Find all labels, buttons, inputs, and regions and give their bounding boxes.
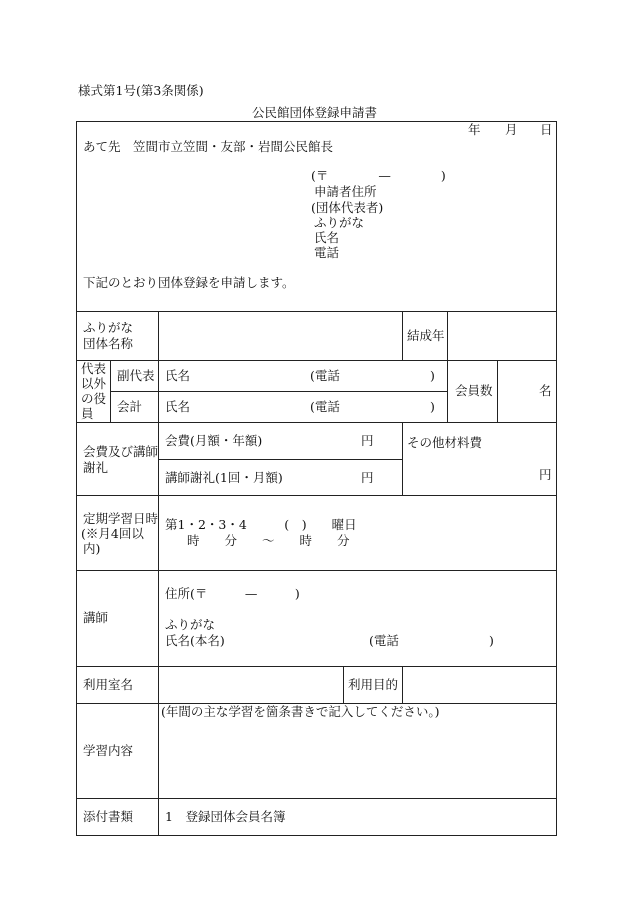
- materials-fee-yen: 円: [539, 467, 552, 482]
- divider-lecturer: [76, 666, 557, 667]
- applicant-address-label: 申請者住所: [314, 184, 377, 199]
- schedule-time: 時 分 〜 時 分: [187, 533, 350, 548]
- lecturer-fee-label: 講師謝礼(1回・月額): [165, 470, 283, 485]
- materials-fee-label: その他材料費: [407, 435, 483, 450]
- applicant-furigana-label: ふりがな: [314, 215, 365, 230]
- vice-rep-label: 副代表: [117, 368, 155, 383]
- divider-officer-mid: [110, 391, 447, 392]
- divider-schedule: [76, 570, 557, 571]
- founded-divider-left: [402, 311, 403, 361]
- lecturer-phone-close: ): [489, 633, 494, 648]
- lecturer-label: 講師: [83, 610, 109, 625]
- materials-divider: [402, 422, 403, 496]
- divider-study: [76, 798, 557, 799]
- members-divider: [497, 360, 498, 423]
- study-content-label: 学習内容: [83, 743, 134, 758]
- treasurer-label: 会計: [117, 399, 143, 414]
- fees-label-1: 会費及び講師: [83, 444, 159, 459]
- vice-phone-close: ): [430, 368, 435, 383]
- schedule-weeks: 第1・2・3・4 ( ) 曜日: [165, 517, 357, 532]
- date-day: 日: [540, 122, 553, 137]
- label-column-divider: [158, 311, 159, 836]
- room-divider-right: [402, 666, 403, 704]
- treasurer-phone-close: ): [430, 399, 435, 414]
- membership-fee-label: 会費(月額・年額): [165, 433, 263, 448]
- border-right: [556, 121, 557, 836]
- lecturer-phone-open: (電話: [369, 633, 399, 648]
- border-bottom: [76, 835, 557, 836]
- officers-label-3: の役: [81, 391, 107, 406]
- members-unit: 名: [539, 383, 552, 398]
- membership-fee-yen: 円: [361, 433, 374, 448]
- treasurer-name-label: 氏名: [165, 399, 191, 414]
- room-divider-left: [343, 666, 344, 704]
- schedule-label-3: 内): [83, 541, 101, 556]
- border-left: [76, 121, 77, 836]
- date-month: 月: [505, 122, 518, 137]
- applicant-phone-label: 電話: [314, 245, 340, 260]
- study-content-note: (年間の主な学習を箇条書きで記入してください。): [161, 704, 440, 719]
- applicant-rep-label: (団体代表者): [311, 200, 384, 215]
- divider-group: [76, 360, 557, 361]
- lecturer-name-label: 氏名(本名): [165, 633, 225, 648]
- founded-divider-right: [447, 311, 448, 423]
- vice-phone-open: (電話: [310, 368, 340, 383]
- divider-officers: [76, 422, 557, 423]
- applicant-name-label: 氏名: [314, 230, 340, 245]
- divider-fees: [76, 495, 557, 496]
- usage-purpose-label: 利用目的: [348, 677, 399, 692]
- group-name-label: 団体名称: [83, 336, 134, 351]
- divider-fee-mid: [158, 459, 402, 460]
- applicant-postal: (〒 — ): [311, 168, 446, 183]
- officer-label-divider: [110, 360, 111, 423]
- lecturer-furigana-label: ふりがな: [165, 617, 216, 632]
- date-year: 年: [468, 122, 481, 137]
- form-title: 公民館団体登録申請書: [252, 105, 378, 120]
- members-count-label: 会員数: [455, 383, 493, 398]
- fees-label-2: 謝礼: [83, 460, 109, 475]
- treasurer-phone-open: (電話: [310, 399, 340, 414]
- officers-label-1: 代表: [81, 361, 107, 376]
- founded-year-label: 結成年: [407, 328, 445, 343]
- group-furigana-label: ふりがな: [83, 320, 134, 335]
- officers-label-4: 員: [81, 406, 94, 421]
- lecturer-fee-yen: 円: [361, 470, 374, 485]
- room-name-label: 利用室名: [83, 677, 134, 692]
- attachment-item: 1 登録団体会員名簿: [165, 809, 286, 824]
- schedule-label-2: (※月4回以: [81, 526, 144, 541]
- attachments-label: 添付書類: [83, 809, 134, 824]
- border-top: [76, 121, 557, 122]
- schedule-label-1: 定期学習日時: [83, 511, 159, 526]
- divider-header: [76, 311, 557, 312]
- form-number: 様式第1号(第3条関係): [78, 83, 204, 98]
- lecturer-address-label: 住所(〒 — ): [165, 586, 300, 601]
- vice-name-label: 氏名: [165, 368, 191, 383]
- addressee: あて先 笠間市立笠間・友部・岩間公民館長: [83, 139, 334, 154]
- officers-label-2: 以外: [81, 376, 107, 391]
- application-statement: 下記のとおり団体登録を申請します。: [83, 275, 295, 290]
